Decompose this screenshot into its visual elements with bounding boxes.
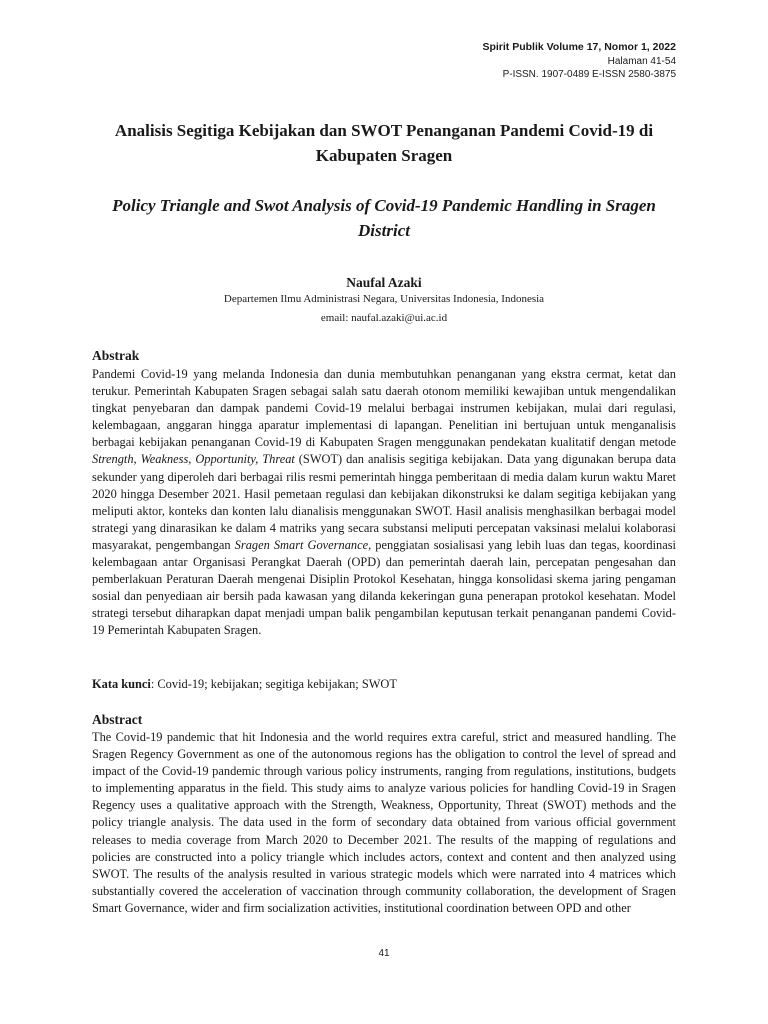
author-affiliation: Departemen Ilmu Administrasi Negara, Universitas Indonesia, Indonesia bbox=[223, 293, 545, 305]
abstrak-text-part-2: (SWOT) dan analisis segitiga kebijakan. Data yang digunakan berupa data sekunder yang diperoleh dari berbagai rilis resmi pemerintah hingga pemberitaan di media dalam kurun waktu Maret 2020 hingga Desember 2021. Hasil pemetaan regulasi dan kebijakan dikonstruksi ke dalam segitiga kebijakan yang meliputi aktor, konteks dan konten lalu dianalisis menggunakan SWOT. Hasil analisis menghasilkan berbagai model strategi yang dinarasikan ke dalam 4 matriks yang secara substansi meliputi percepatan vaksinasi melalui kolaborasi masyarakat, pengembangan bbox=[92, 452, 676, 552]
issn: P-ISSN. 1907-0489 E-ISSN 2580-3875 bbox=[502, 69, 676, 80]
keywords-label: Kata kunci bbox=[92, 677, 151, 691]
keywords-text: Covid-19; kebijakan; segitiga kebijakan; SWOT bbox=[157, 677, 397, 691]
abstrak-text bbox=[92, 366, 676, 640]
abstract-text: The Covid-19 pandemic that hit Indonesia and the world requires extra careful, strict and measured handling. The Sragen Regency Government as one of the autonomous regions has the obligation to control the level of spread and impact of the Covid-19 pandemic through various policy instruments, ranging from regulations, institutions, budgets to implementing apparatus in the field. This study aims to analyze various policies for handling Covid-19 in Sragen Regency uses a qualitative approach with the Strength, Weakness, Opportunity, Threat (SWOT) methods and the policy triangle analysis. The data used in the form of secondary data obtained from various official government releases to media coverage from March 2020 to December 2021. The results of the mapping of regulations and policies are constructed into a policy triangle which includes actors, context and content and then analyzed using SWOT. The results of the analysis resulted in various strategic models which were narrated into 4 matrices which substantially covered the acceleration of vaccination through community collaboration, the development of Sragen Smart Governance, wider and firm socialization activities, institutional coordination between OPD and other bbox=[92, 730, 676, 915]
keywords bbox=[92, 677, 397, 692]
abstrak-heading: Abstrak bbox=[92, 348, 140, 363]
author-email: email: naufal.azaki@ui.ac.id bbox=[320, 312, 448, 324]
abstrak-text-part-3: , penggiatan sosialisasi yang lebih luas dan tegas, koordinasi kelembagaan antar Organisasi Perangkat Daerah (OPD) dan pemerintah daerah lain, percepatan pengesahan dan pemberlakuan Peraturan Daerah mengenai Disiplin Protokol Kesehatan, hingga konsolidasi skema jaring pengaman sosial dan penyediaan air bersih pada kawasan yang dilanda kekeringan guna penerapan protokol kesehatan. Model strategi tersebut diharapkan dapat menjadi umpan balik pengambilan keputusan terkait penanganan pandemi Covid-19 Pemerintah Kabupaten Sragen. bbox=[92, 537, 676, 638]
keywords-separator: : bbox=[150, 677, 158, 691]
journal-header bbox=[482, 41, 676, 82]
paper-title-english: Policy Triangle and Swot Analysis of Covid-19 Pandemic Handling in Sragen District bbox=[112, 196, 656, 240]
journal-name: Spirit Publik Volume 17, Nomor 1, 2022 bbox=[482, 41, 676, 53]
abstrak-text-part-1: Pandemi Covid-19 yang melanda Indonesia dan dunia membutuhkan penanganan yang ekstra cermat, ketat dan terukur. Pemerintah Kabupaten Sragen sebagai salah satu daerah otonom memiliki kewajiban untuk mengendalikan tingkat penyebaran dan dampak pandemi Covid-19 melalui berbagai instrumen kebijakan, mulai dari regulasi, kelembagaan, anggaran hingga aparatur implementasi di lapangan. Penelitian ini bertujuan untuk menganalisis berbagai kebijakan penanganan Covid-19 di Kabupaten Sragen menggunakan pendekatan kualitatif dengan metode bbox=[92, 367, 676, 450]
author-name: Naufal Azaki bbox=[346, 275, 422, 290]
page-range: Halaman 41-54 bbox=[607, 55, 676, 67]
page-number: 41 bbox=[378, 948, 390, 959]
abstrak-italic-smart-governance: Sragen Smart Governance bbox=[234, 537, 369, 552]
abstract-heading: Abstract bbox=[92, 712, 143, 727]
abstrak-italic-swot: Strength, Weakness, Opportunity, Threat bbox=[92, 452, 295, 467]
paper-title-indonesian: Analisis Segitiga Kebijakan dan SWOT Penanganan Pandemi Covid-19 di Kabupaten Sragen bbox=[114, 121, 654, 165]
